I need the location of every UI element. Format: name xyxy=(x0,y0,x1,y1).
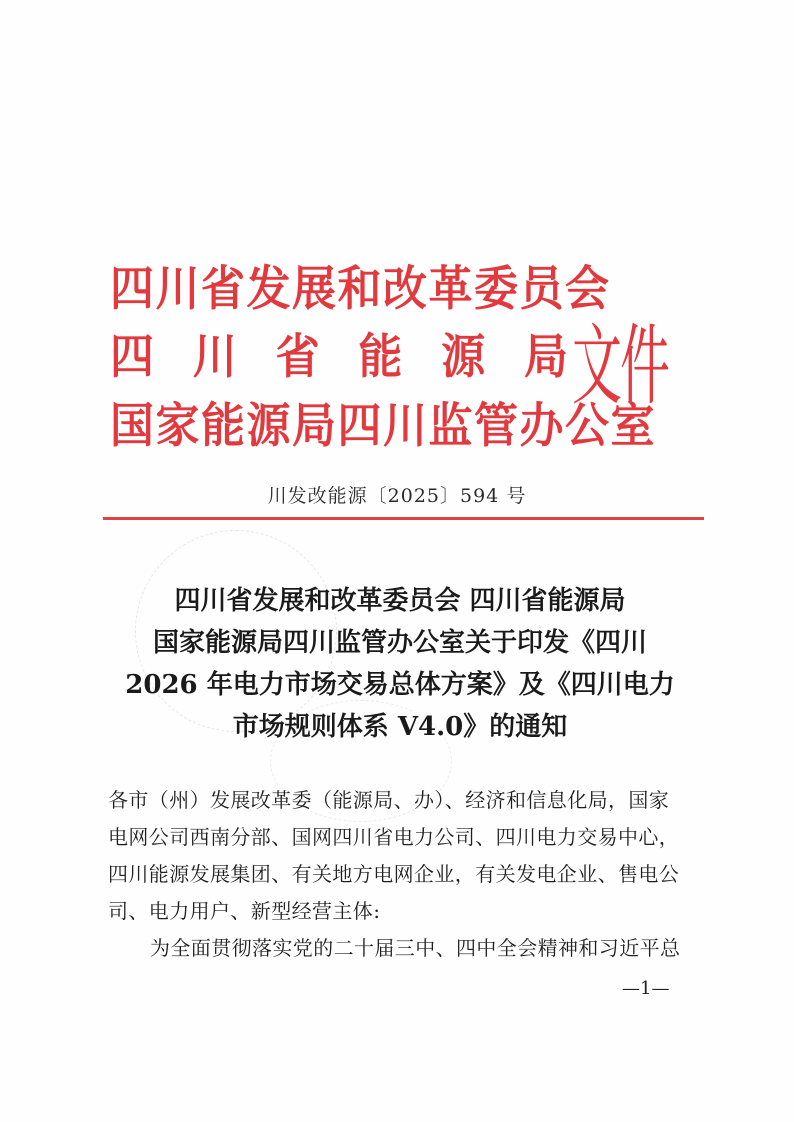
title-line: 市场规则体系 V4.0》的通知 xyxy=(232,712,568,742)
document-body xyxy=(108,782,694,967)
paragraph-line: 为全面贯彻落实党的二十届三中、四中全会精神和习近平总 xyxy=(150,936,681,960)
recipients-line: 司、电力用户、新型经营主体: xyxy=(108,899,381,923)
issuer-char: 源 xyxy=(441,329,486,385)
recipients-line: 电网公司西南分部、国网四川省电力公司、四川电力交易中心， xyxy=(108,825,680,849)
title-line: 2026 年电力市场交易总体方案》及《四川电力 xyxy=(125,670,675,700)
title-line: 四川省发展和改革委员会 四川省能源局 xyxy=(174,586,626,616)
issuer-ndrc: 四川省发展和改革委员会 xyxy=(110,261,611,317)
recipients-line: 四川能源发展集团、有关地方电网企业，有关发电企业、售电公 xyxy=(108,862,680,886)
issuer-char: 川 xyxy=(192,329,237,385)
title-line: 国家能源局四川监管办公室关于印发《四川 xyxy=(152,628,647,658)
page-number: —1— xyxy=(622,978,670,999)
recipients-line: 各市（州）发展改革委（能源局、办）、经济和信息化局，国家 xyxy=(108,788,670,812)
issuer-char: 省 xyxy=(275,329,320,385)
issuer-nea-sichuan-office: 国家能源局四川监管办公室 xyxy=(110,398,656,454)
red-divider-line xyxy=(103,517,704,520)
document-number: 川发改能源〔2025〕594 号 xyxy=(267,485,527,507)
document-type-label: 文件 xyxy=(572,315,668,417)
document-title xyxy=(100,580,700,748)
issuer-char: 能 xyxy=(358,329,403,385)
issuer-char: 局 xyxy=(523,329,568,385)
issuer-char: 四 xyxy=(110,329,154,385)
issuer-energy-bureau xyxy=(110,318,568,387)
